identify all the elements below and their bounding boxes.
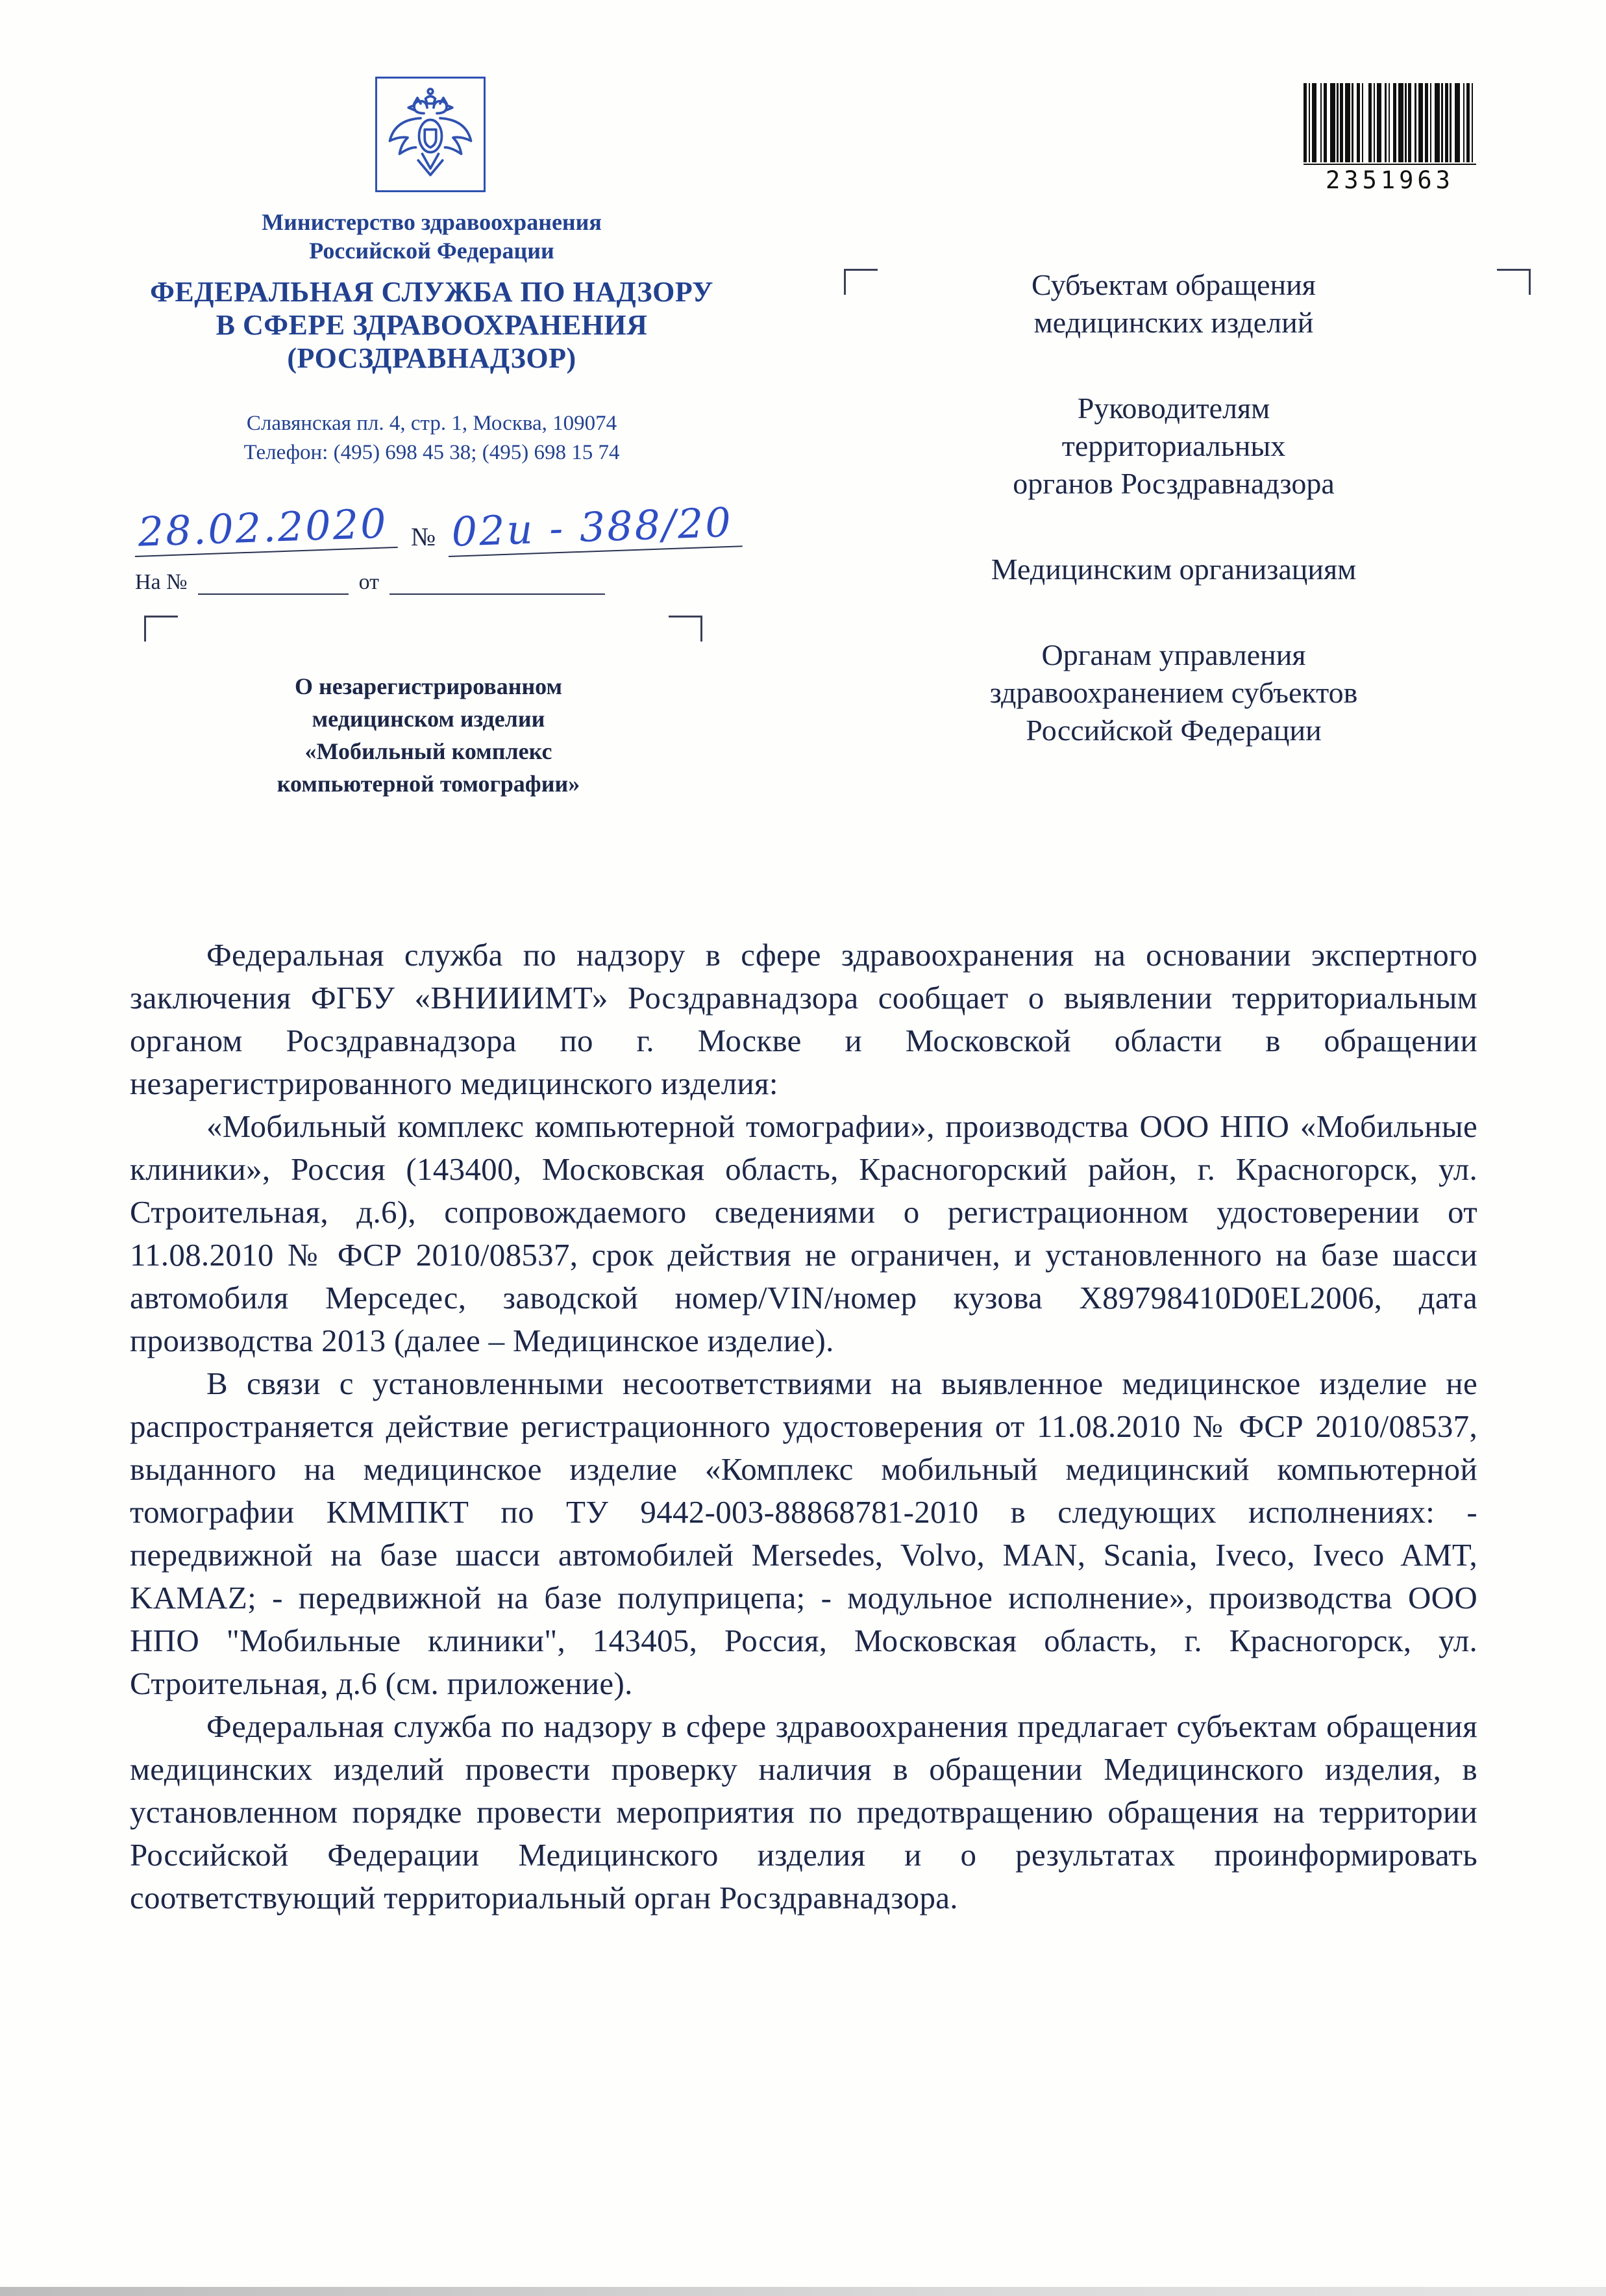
subject-line: медицинском изделии (312, 706, 545, 732)
recipient-line: Российской Федерации (1026, 714, 1322, 747)
corner-mark-subject-left (144, 616, 178, 642)
recipient-line: Медицинским организациям (991, 553, 1357, 586)
recipient-line: Субъектам обращения (1032, 268, 1316, 301)
outgoing-ref-row (97, 495, 785, 557)
recipient-line: Руководителям (1077, 392, 1270, 425)
service-line-1: ФЕДЕРАЛЬНАЯ СЛУЖБА ПО НАДЗОРУ (150, 276, 713, 308)
number-sign: № (411, 522, 436, 551)
recipient-block (831, 636, 1516, 749)
reply-number-blank (198, 570, 349, 595)
corner-mark-subject-right (669, 616, 702, 642)
outgoing-number-handwritten: 02и - 388/20 (447, 501, 743, 557)
double-headed-eagle-icon (382, 83, 479, 186)
scan-edge-artifact (0, 2287, 1606, 2296)
letterhead-contacts (97, 409, 766, 468)
service-line-2: В СФЕРЕ ЗДРАВООХРАНЕНИЯ (216, 309, 648, 341)
paragraph: «Мобильный комплекс компьютерной томографии», производства ООО НПО «Мобильные клиники», Россия (143400, Московская область, Красногорский район, г. Красногорск, ул. Строительная, д.6), сопровождаемого сведениями о регистрационном удостоверении от 11.08.2010 № ФСР 2010/08537, срок действия не ограничен, и установленного на базе шасси автомобиля Мерседес, заводской номер/VIN/номер кузова X89798410D0EL2006, дата производства 2013 (далее – Медицинское изделие). (130, 1108, 1477, 1358)
reply-ot-label: от (358, 570, 380, 594)
letterhead-address: Славянская пл. 4, стр. 1, Москва, 109074 (246, 412, 617, 435)
recipient-block (831, 266, 1516, 342)
recipient-line: органов Росздравнадзора (1013, 467, 1335, 500)
recipient-block (831, 551, 1516, 588)
reply-date-blank (389, 570, 605, 595)
letterhead-phone: Телефон: (495) 698 45 38; (495) 698 15 74 (243, 441, 620, 464)
ministry-line-1: Министерство здравоохранения (262, 209, 602, 235)
service-name (97, 275, 766, 375)
paragraph: В связи с установленными несоответствиями на выявленное медицинское изделие не распространяется действие регистрационного удостоверения от 11.08.2010 № ФСР 2010/08537, выданного на медицинское изделие «Комплекс мобильный медицинский компьютерной томографии КММПКТ по ТУ 9442-003-88868781-2010 в следующих исполнениях: - передвижной на базе шасси автомобилей Mersedes, Volvo, MAN, Scania, Iveco, Iveco AMT, KAMAZ; - передвижной на базе полуприцепа; - модульное исполнение», производства ООО НПО "Мобильные клиники", 143405, Россия, Московская область, г. Красногорск, ул. Строительная, д.6 (см. приложение). (130, 1366, 1477, 1701)
paragraph: Федеральная служба по надзору в сфере здравоохранения на основании экспертного заключения ФГБУ «ВНИИИМТ» Росздравнадзора сообщает о выявлении территориальным органом Росздравнадзора по г. Москве и Московской области в обращении незарегистрированного медицинского изделия: (130, 937, 1477, 1101)
paragraph: Федеральная служба по надзору в сфере здравоохранения предлагает субъектам обращения медицинских изделий провести проверку наличия в обращении Медицинского изделия, в установленном порядке провести мероприятия по предотвращению обращения на территории Российской Федерации Медицинского изделия и о результатах проинформировать соответствующий территориальный орган Росздравнадзора. (130, 1708, 1477, 1915)
service-line-3: (РОСЗДРАВНАДЗОР) (287, 342, 576, 374)
recipients (831, 266, 1516, 797)
emblem-box (375, 77, 486, 192)
subject-line: О незарегистрированном (294, 673, 563, 699)
barcode-number: 2351963 (1303, 164, 1476, 194)
subject-line: компьютерной томографии» (277, 771, 580, 797)
ministry-name (97, 208, 766, 265)
barcode-bars-icon (1303, 83, 1476, 162)
recipient-line: медицинских изделий (1033, 306, 1314, 339)
subject-line: «Мобильный комплекс (304, 738, 552, 764)
reply-ref-row (97, 570, 766, 595)
letter-body (130, 934, 1477, 1919)
reply-na-label: На № (135, 570, 188, 594)
outgoing-date-handwritten: 28.02.2020 (134, 503, 398, 557)
subject-block (182, 670, 675, 800)
barcode (1303, 83, 1476, 194)
recipient-line: здравоохранением субъектов (989, 676, 1358, 709)
ministry-line-2: Российской Федерации (309, 238, 554, 264)
recipient-line: территориальных (1061, 429, 1286, 462)
recipient-block (831, 390, 1516, 503)
recipient-line: Органам управления (1041, 638, 1306, 671)
